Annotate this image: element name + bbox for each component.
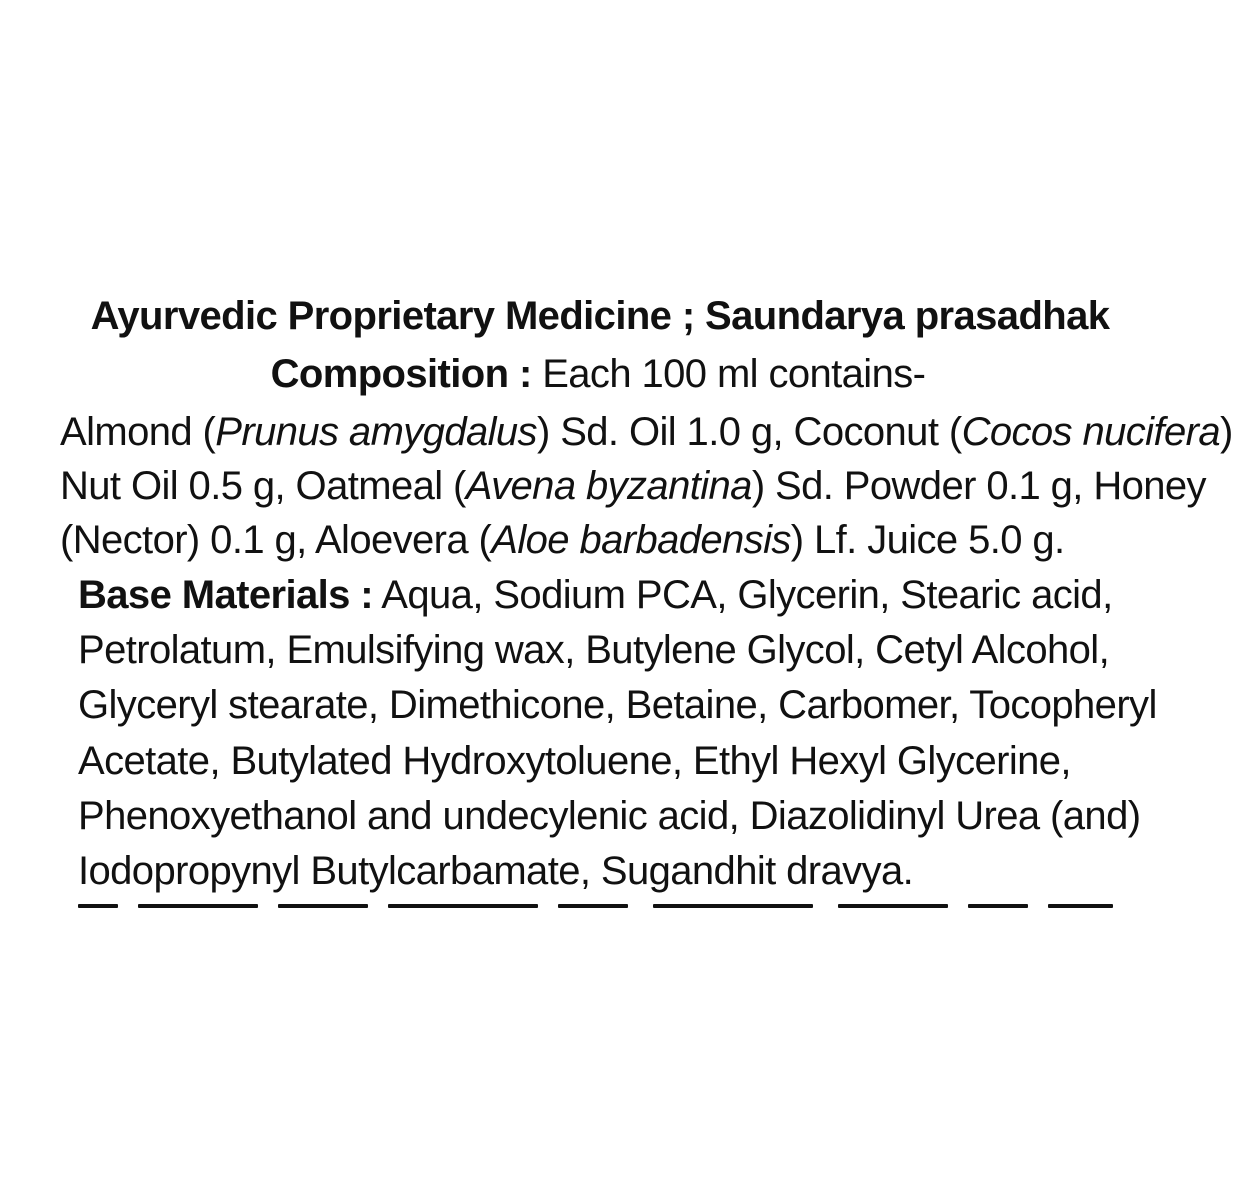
- composition-intro: Each 100 ml contains-: [531, 352, 926, 396]
- text-segment: Nut Oil 0.5 g, Oatmeal (: [60, 464, 466, 508]
- text-segment: Aqua, Sodium PCA, Glycerin, Stearic acid,: [373, 573, 1113, 617]
- base-materials-line-1: [78, 571, 1118, 619]
- text-segment: ) Lf. Juice 5.0 g.: [790, 518, 1065, 562]
- composition-line-2: [60, 462, 1206, 510]
- base-materials-label: Base Materials :: [78, 573, 373, 617]
- text-segment: ) Sd. Powder 0.1 g, Honey: [751, 464, 1206, 508]
- composition-line-1: [60, 408, 1233, 456]
- base-materials-line-4: [78, 737, 1118, 785]
- botanical-name: Avena byzantina: [465, 464, 752, 508]
- composition-label: Composition :: [270, 352, 532, 396]
- base-materials-line-6: [78, 847, 1118, 895]
- composition-line-3: [60, 516, 1143, 564]
- title-text: Ayurvedic Proprietary Medicine ; Saundarya prasadhak: [90, 294, 1110, 338]
- text-segment: Iodopropynyl Butylcarbamate, Sugandhit dravya.: [78, 849, 914, 893]
- text-segment: Acetate, Butylated Hydroxytoluene, Ethyl Hexyl Glycerine,: [78, 739, 1071, 783]
- composition-heading: [0, 350, 1198, 398]
- text-segment: (Nector) 0.1 g, Aloevera (: [60, 518, 492, 562]
- base-materials-line-2: [78, 626, 1118, 674]
- botanical-name: Cocos nucifera: [961, 410, 1220, 454]
- text-segment: ): [1219, 410, 1233, 454]
- text-segment: Almond (: [60, 410, 216, 454]
- text-segment: Phenoxyethanol and undecylenic acid, Diazolidinyl Urea (and): [78, 794, 1141, 838]
- botanical-name: Aloe barbadensis: [491, 518, 791, 562]
- base-materials-line-3: [78, 681, 1157, 729]
- text-segment: Glyceryl stearate, Dimethicone, Betaine, Carbomer, Tocopheryl: [78, 683, 1157, 727]
- cropped-text-line: [78, 904, 1118, 912]
- text-segment: ) Sd. Oil 1.0 g, Coconut (: [536, 410, 962, 454]
- botanical-name: Prunus amygdalus: [215, 410, 537, 454]
- text-segment: Petrolatum, Emulsifying wax, Butylene Glycol, Cetyl Alcohol,: [78, 628, 1110, 672]
- base-materials-line-5: [78, 792, 1141, 840]
- product-category-title: [0, 292, 1200, 340]
